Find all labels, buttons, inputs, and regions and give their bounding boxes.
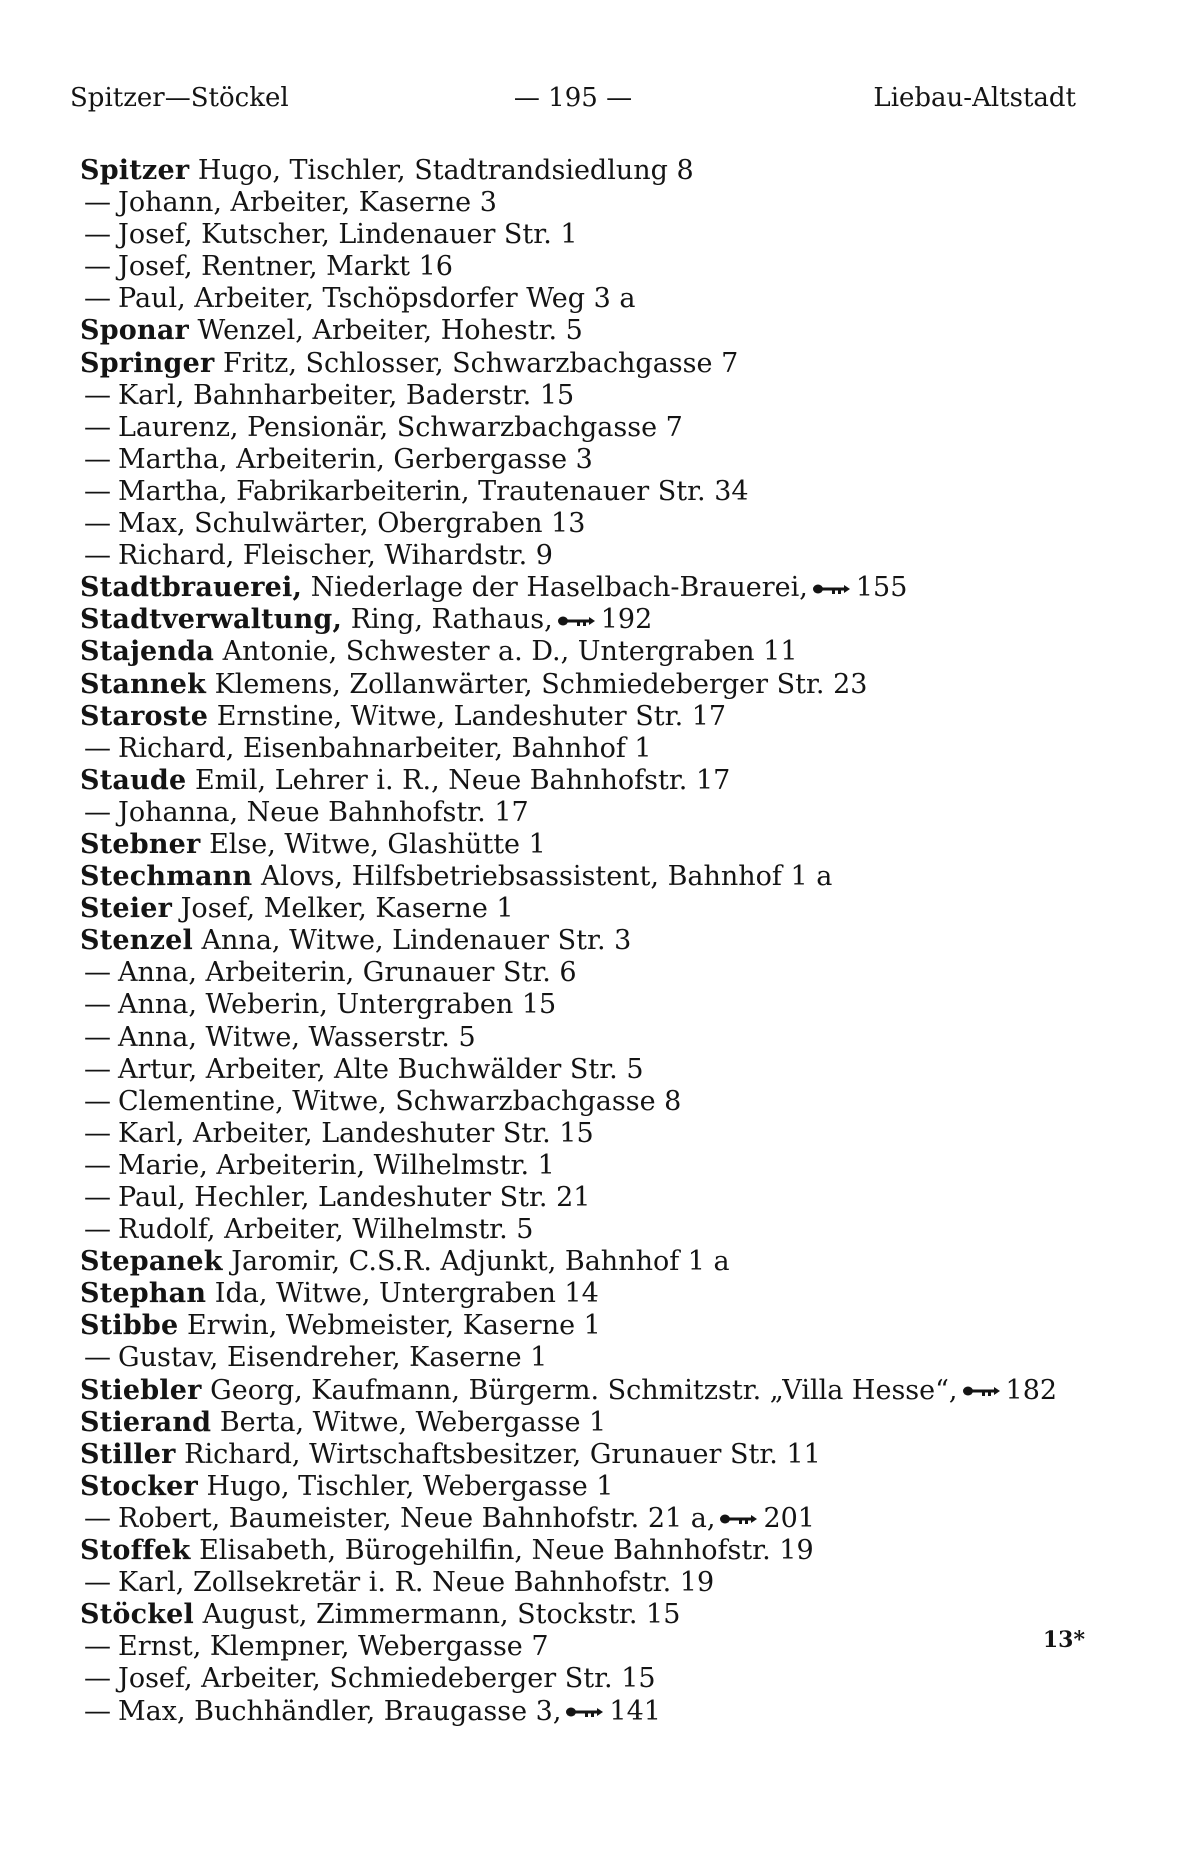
entry-details: Emil, Lehrer i. R., Neue Bahnhofstr. 17 [194,764,731,796]
repeat-dash: — [84,1342,111,1374]
directory-entry [80,733,1100,765]
repeat-dash: — [84,1149,111,1181]
entry-details: Josef, Melker, Kaserne 1 [180,893,514,925]
entry-details: Alovs, Hilfsbetriebsassistent, Bahnhof 1 a [260,861,833,893]
repeat-dash: — [84,508,111,540]
entry-surname: Stibbe [80,1310,179,1342]
entry-details: Josef, Kutscher, Lindenauer Str. 1 [118,219,578,251]
repeat-dash: — [84,1567,111,1599]
directory-entries [80,155,1100,1728]
entry-details: Max, Schulwärter, Obergraben 13 [118,508,586,540]
entry-details: Ring, Rathaus, [350,604,553,636]
header-locality: Liebau-Altstadt [873,83,1076,113]
entry-details: Johann, Arbeiter, Kaserne 3 [118,187,497,219]
entry-details: Hugo, Tischler, Stadtrandsiedlung 8 [197,155,694,186]
repeat-dash: — [84,1021,111,1053]
directory-entry [80,957,1100,989]
repeat-dash: — [84,1502,111,1534]
page-header [70,78,1076,118]
entry-surname: Stiller [80,1438,176,1470]
directory-entry [80,1118,1100,1150]
entry-details: Richard, Wirtschaftsbesitzer, Grunauer Str. 11 [184,1438,821,1470]
signature-mark: 13* [1042,1627,1085,1653]
directory-entry [80,1310,1100,1342]
telephone-key-icon [557,615,595,627]
directory-entry [80,1663,1100,1695]
directory-entry [80,797,1100,829]
directory-entry [80,1567,1100,1599]
entry-details: Klemens, Zollanwärter, Schmiedeberger Str. 23 [214,668,868,700]
entry-details: Anna, Weberin, Untergraben 15 [118,989,557,1021]
entry-surname: Sponar [80,315,189,347]
entry-surname: Staroste [80,700,209,732]
entry-details: Josef, Rentner, Markt 16 [118,251,453,283]
entry-surname: Stoffek [80,1535,191,1567]
directory-entry [80,1471,1100,1503]
directory-entry [80,1214,1100,1246]
directory-entry [80,925,1100,957]
directory-entry [80,701,1100,733]
directory-entry [80,861,1100,893]
repeat-dash: — [84,1663,111,1695]
entry-details: Artur, Arbeiter, Alte Buchwälder Str. 5 [118,1053,644,1085]
entry-surname: Stephan [80,1278,207,1310]
directory-entry [80,1503,1100,1535]
entry-details: Antonie, Schwester a. D., Untergraben 11 [222,636,798,668]
repeat-dash: — [84,1214,111,1246]
directory-entry [80,1182,1100,1214]
repeat-dash: — [84,443,111,475]
entry-surname: Stadtverwaltung, [80,604,343,636]
repeat-dash: — [84,1117,111,1149]
entry-details: Berta, Witwe, Webergasse 1 [219,1406,607,1438]
directory-entry [80,1086,1100,1118]
repeat-dash: — [84,540,111,572]
entry-surname: Stepanek [80,1246,223,1278]
telephone-key-icon [812,583,850,595]
entry-details: Anna, Witwe, Wasserstr. 5 [118,1021,476,1053]
repeat-dash: — [84,411,111,443]
directory-entry [80,604,1100,636]
directory-entry [80,348,1100,380]
entry-details: Jaromir, C.S.R. Adjunkt, Bahnhof 1 a [231,1246,730,1278]
telephone-key-icon [719,1513,757,1525]
directory-entry [80,508,1100,540]
directory-entry [80,893,1100,925]
entry-surname: Staude [80,764,187,796]
entry-details: Clementine, Witwe, Schwarzbachgasse 8 [118,1085,682,1117]
repeat-dash: — [84,1182,111,1213]
entry-details: Niederlage der Haselbach-Brauerei, [310,572,808,604]
repeat-dash: — [84,796,111,828]
directory-entry [80,219,1100,251]
directory-entry [80,1535,1100,1567]
entry-details: Anna, Witwe, Lindenauer Str. 3 [201,925,632,957]
entry-details: Robert, Baumeister, Neue Bahnhofstr. 21 a, [118,1502,716,1534]
directory-entry [80,444,1100,476]
entry-details: Karl, Zollsekretär i. R. Neue Bahnhofstr. 19 [118,1567,715,1599]
entry-details: Karl, Bahnharbeiter, Baderstr. 15 [118,379,575,411]
entry-surname: Stechmann [80,861,253,893]
entry-details: Martha, Arbeiterin, Gerbergasse 3 [118,443,593,475]
entry-surname: Stiebler [80,1374,202,1406]
repeat-dash: — [84,379,111,411]
entry-details: Richard, Eisenbahnarbeiter, Bahnhof 1 [118,732,652,764]
entry-details: August, Zimmermann, Stockstr. 15 [202,1599,681,1631]
directory-entry [80,476,1100,508]
directory-entry [80,829,1100,861]
directory-entry [80,1278,1100,1310]
entry-details: Max, Buchhändler, Braugasse 3, [118,1695,562,1727]
directory-entry [80,155,1100,187]
repeat-dash: — [84,283,111,315]
telephone-key-icon [565,1706,603,1718]
entry-details: Fritz, Schlosser, Schwarzbachgasse 7 [222,347,739,379]
entry-details: Hugo, Tischler, Webergasse 1 [206,1470,614,1502]
repeat-dash: — [84,475,111,507]
entry-details: Johanna, Neue Bahnhofstr. 17 [118,796,529,828]
directory-entry [80,315,1100,347]
directory-entry [80,1696,1100,1728]
directory-entry [80,669,1100,701]
repeat-dash: — [84,1053,111,1085]
directory-entry [80,1342,1100,1374]
directory-entry [80,765,1100,797]
entry-details: Paul, Hechler, Landeshuter Str. 21 [118,1182,591,1213]
directory-entry [80,1631,1100,1663]
entry-details: Else, Witwe, Glashütte 1 [209,828,546,860]
directory-entry [80,540,1100,572]
entry-surname: Stajenda [80,636,215,668]
entry-details: Rudolf, Arbeiter, Wilhelmstr. 5 [118,1214,534,1246]
entry-surname: Stannek [80,668,207,700]
repeat-dash: — [84,957,111,989]
repeat-dash: — [84,219,111,251]
entry-details: Marie, Arbeiterin, Wilhelmstr. 1 [118,1149,555,1181]
entry-phone-number: 141 [609,1695,661,1727]
entry-phone-number: 192 [600,604,653,636]
repeat-dash: — [84,251,111,283]
entry-details: Laurenz, Pensionär, Schwarzbachgasse 7 [118,411,683,443]
directory-entry [80,1150,1100,1182]
entry-surname: Stierand [80,1406,212,1438]
entry-details: Josef, Arbeiter, Schmiedeberger Str. 15 [118,1663,656,1695]
directory-entry [80,1375,1100,1407]
directory-entry [80,1054,1100,1086]
entry-details: Ernst, Klempner, Webergasse 7 [118,1631,549,1663]
entry-details: Georg, Kaufmann, Bürgerm. Schmitzstr. „Villa Hesse“, [210,1374,958,1406]
directory-entry [80,636,1100,668]
entry-surname: Steier [80,893,173,925]
repeat-dash: — [84,732,111,764]
header-range: Spitzer—Stöckel [70,83,289,113]
telephone-key-icon [962,1385,1000,1397]
entry-surname: Stadtbrauerei, [80,572,303,604]
entry-details: Gustav, Eisendreher, Kaserne 1 [118,1342,548,1374]
directory-entry [80,989,1100,1021]
page-number: — 195 — [513,83,633,113]
repeat-dash: — [84,1085,111,1117]
directory-entry [80,1246,1100,1278]
entry-surname: Stenzel [80,925,193,957]
entry-details: Anna, Arbeiterin, Grunauer Str. 6 [118,957,577,989]
entry-details: Erwin, Webmeister, Kaserne 1 [186,1310,601,1342]
entry-details: Richard, Fleischer, Wihardstr. 9 [118,540,553,572]
directory-entry [80,1599,1100,1631]
entry-details: Karl, Arbeiter, Landeshuter Str. 15 [118,1117,594,1149]
repeat-dash: — [84,187,111,219]
entry-details: Martha, Fabrikarbeiterin, Trautenauer Str. 34 [118,475,749,507]
repeat-dash: — [84,1631,111,1663]
directory-entry [80,380,1100,412]
directory-entry [80,187,1100,219]
entry-details: Elisabeth, Bürogehilfin, Neue Bahnhofstr. 19 [199,1535,814,1567]
entry-phone-number: 201 [763,1502,815,1534]
repeat-dash: — [84,989,111,1021]
entry-surname: Stöckel [80,1599,194,1631]
entry-phone-number: 182 [1005,1374,1058,1406]
directory-entry [80,1022,1100,1054]
directory-entry [80,283,1100,315]
entry-details: Wenzel, Arbeiter, Hohestr. 5 [197,315,583,347]
entry-details: Ida, Witwe, Untergraben 14 [214,1278,599,1310]
repeat-dash: — [84,1695,111,1727]
directory-entry [80,1407,1100,1439]
entry-surname: Stebner [80,828,201,860]
directory-entry [80,251,1100,283]
entry-surname: Spitzer [80,155,190,186]
entry-surname: Stocker [80,1470,198,1502]
directory-entry [80,1439,1100,1471]
directory-entry [80,572,1100,604]
entry-details: Paul, Arbeiter, Tschöpsdorfer Weg 3 a [118,283,636,315]
entry-surname: Springer [80,347,215,379]
directory-entry [80,412,1100,444]
entry-details: Ernstine, Witwe, Landeshuter Str. 17 [216,700,727,732]
entry-phone-number: 155 [855,572,908,604]
